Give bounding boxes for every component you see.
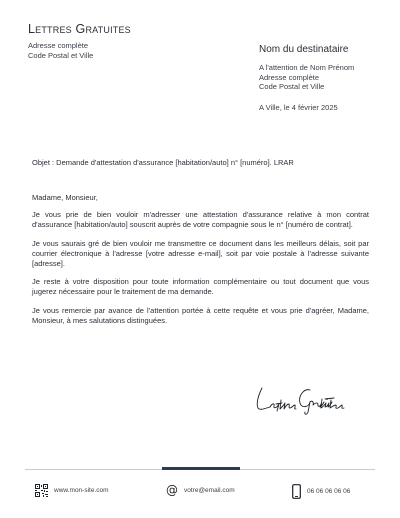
salutation: Madame, Monsieur, [32,193,98,202]
at-sign-icon: @ [166,483,178,497]
recipient-block [259,44,389,92]
footer-website-text: www.mon-site.com [54,487,109,494]
footer-phone[interactable] [292,484,350,499]
sender-address-block [28,41,93,60]
qr-code-icon [35,484,48,497]
footer-website[interactable] [35,484,109,497]
sender-address: Adresse complète [28,41,89,50]
footer-phone-text: 06 06 06 06 06 [307,488,351,495]
place-date: A Ville, le 4 février 2025 [259,103,338,112]
recipient-name: Nom du destinataire [259,44,349,55]
letter-body [32,193,369,334]
body-paragraph-3: Je reste à votre disposition pour toute information complémentaire ou tout document que vous jugerez nécessaire pour le traitement de ma demande. [32,277,369,297]
sender-postal-city: Code Postal et Ville [28,50,94,60]
smartphone-icon [292,484,301,499]
body-paragraph-4: Je vous remercie par avance de l'attention portée à cette requête et vous prie d'agréer, Madame, Monsieur, à mes salutations distinguées. [32,305,369,325]
footer-accent-bar [162,467,240,470]
footer-email[interactable] [166,484,235,496]
footer-email-text: votre@email.com [184,486,235,494]
recipient-postal-city: Code Postal et Ville [259,82,325,92]
body-paragraph-1: Je vous prie de bien vouloir m'adresser une attestation d'assurance relative à mon contrat d'assurance [habitation/auto] souscrit auprès de votre compagnie sous le n° [numéro de contrat]. [32,210,369,230]
handwritten-signature [252,378,362,418]
recipient-attention: A l'attention de Nom Prénom [259,63,355,72]
recipient-address: Adresse complète [259,72,320,82]
body-paragraph-2: Je vous saurais gré de bien vouloir me transmettre ce document dans les meilleurs délais, soit par courrier électronique à l'adresse [votre adresse e-mail], soit par voie postale à l'adresse suivante [adresse]. [32,238,369,269]
letter-subject: Objet : Demande d'attestation d'assurance [habitation/auto] n° [numéro]. LRAR [32,158,294,167]
sender-name: Lettres Gratuites [28,22,131,36]
